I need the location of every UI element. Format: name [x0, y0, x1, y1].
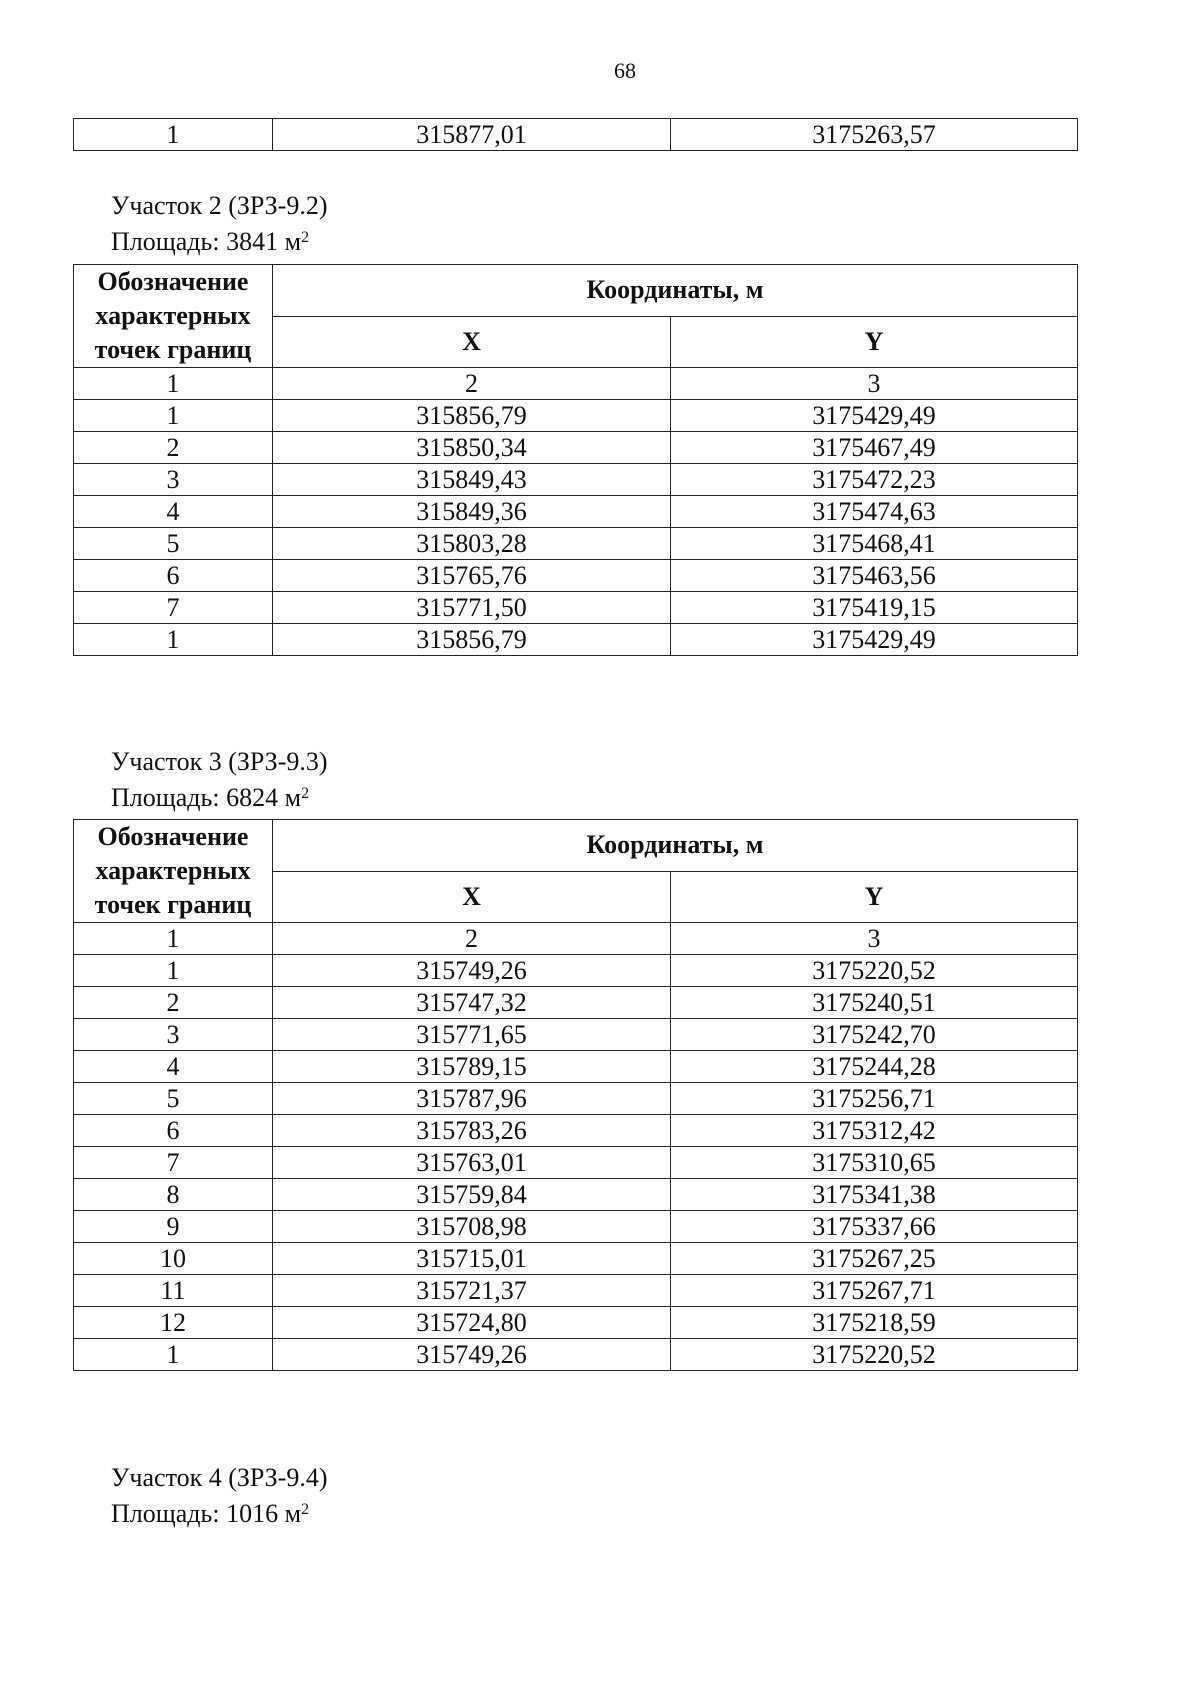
table-row: [74, 528, 1078, 560]
x-coordinate-cell: 315771,65: [273, 1019, 671, 1051]
point-number-cell: 7: [74, 1147, 273, 1179]
coordinates-table-body: [74, 923, 1078, 1371]
y-coordinate-cell: 3: [671, 368, 1078, 400]
y-coordinate-cell: 3175429,49: [671, 400, 1078, 432]
point-number-cell: 8: [74, 1179, 273, 1211]
point-number-cell: 4: [74, 496, 273, 528]
x-coordinate-cell: 315749,26: [273, 955, 671, 987]
point-number-cell: 10: [74, 1243, 273, 1275]
area-label: Площадь: 6824 м: [111, 783, 302, 812]
table-row: [74, 400, 1078, 432]
y-header: Y: [671, 316, 1078, 368]
point-number-cell: 1: [74, 400, 273, 432]
table-row: [74, 496, 1078, 528]
section-title: Участок 2 (ЗРЗ-9.2): [111, 191, 328, 220]
table-row: [74, 1019, 1078, 1051]
section-heading: [111, 744, 328, 816]
coordinates-table-header: [74, 820, 1078, 923]
table-row: [74, 624, 1078, 656]
section-area: [111, 1496, 328, 1532]
section-title: Участок 3 (ЗРЗ-9.3): [111, 747, 328, 776]
y-coordinate-cell: 3175267,71: [671, 1275, 1078, 1307]
y-coordinate-cell: 3175341,38: [671, 1179, 1078, 1211]
designation-header: Обозначение характерных точек границ: [74, 820, 273, 923]
table-row: [74, 1115, 1078, 1147]
x-coordinate-cell: 315749,26: [273, 1339, 671, 1371]
page-number: 68: [614, 58, 636, 83]
table-row: [74, 119, 1078, 151]
point-number-cell: 9: [74, 1211, 273, 1243]
point-number-cell: 2: [74, 987, 273, 1019]
x-coordinate-cell: 315849,43: [273, 464, 671, 496]
point-number-cell: 1: [74, 923, 273, 955]
section-area: [111, 780, 328, 816]
point-number-cell: 3: [74, 464, 273, 496]
x-coordinate-cell: 315877,01: [273, 119, 671, 151]
y-coordinate-cell: 3175310,65: [671, 1147, 1078, 1179]
area-unit-superscript: 2: [301, 785, 310, 802]
area-unit-superscript: 2: [301, 229, 310, 246]
coordinates-header: Координаты, м: [273, 820, 1078, 872]
y-coordinate-cell: 3175467,49: [671, 432, 1078, 464]
y-coordinate-cell: 3175429,49: [671, 624, 1078, 656]
table-row: [74, 432, 1078, 464]
x-coordinate-cell: 315747,32: [273, 987, 671, 1019]
y-coordinate-cell: 3175263,57: [671, 119, 1078, 151]
y-coordinate-cell: 3175337,66: [671, 1211, 1078, 1243]
y-coordinate-cell: 3: [671, 923, 1078, 955]
point-number-cell: 5: [74, 1083, 273, 1115]
designation-header: Обозначение характерных точек границ: [74, 265, 273, 368]
x-coordinate-cell: 315789,15: [273, 1051, 671, 1083]
y-coordinate-cell: 3175220,52: [671, 1339, 1078, 1371]
table-row: [74, 560, 1078, 592]
x-coordinate-cell: 315856,79: [273, 624, 671, 656]
x-coordinate-cell: 2: [273, 923, 671, 955]
area-unit-superscript: 2: [301, 1501, 310, 1518]
point-number-cell: 6: [74, 560, 273, 592]
table-row: [74, 1147, 1078, 1179]
point-number-cell: 5: [74, 528, 273, 560]
table-row: [74, 1307, 1078, 1339]
table-row: [74, 1211, 1078, 1243]
y-coordinate-cell: 3175267,25: [671, 1243, 1078, 1275]
x-coordinate-cell: 315763,01: [273, 1147, 671, 1179]
column-number-row: [74, 368, 1078, 400]
table-row: [74, 987, 1078, 1019]
table-row: [74, 592, 1078, 624]
x-header: X: [273, 316, 671, 368]
x-coordinate-cell: 315803,28: [273, 528, 671, 560]
point-number-cell: 4: [74, 1051, 273, 1083]
y-coordinate-cell: 3175242,70: [671, 1019, 1078, 1051]
point-number-cell: 12: [74, 1307, 273, 1339]
y-header: Y: [671, 871, 1078, 923]
x-coordinate-cell: 315787,96: [273, 1083, 671, 1115]
point-number-cell: 3: [74, 1019, 273, 1051]
y-coordinate-cell: 3175240,51: [671, 987, 1078, 1019]
y-coordinate-cell: 3175468,41: [671, 528, 1078, 560]
x-coordinate-cell: 315771,50: [273, 592, 671, 624]
x-coordinate-cell: 315721,37: [273, 1275, 671, 1307]
x-coordinate-cell: 315724,80: [273, 1307, 671, 1339]
y-coordinate-cell: 3175463,56: [671, 560, 1078, 592]
y-coordinate-cell: 3175218,59: [671, 1307, 1078, 1339]
y-coordinate-cell: 3175472,23: [671, 464, 1078, 496]
y-coordinate-cell: 3175474,63: [671, 496, 1078, 528]
x-coordinate-cell: 315765,76: [273, 560, 671, 592]
continuation-table: [73, 118, 1078, 151]
table-row: [74, 1179, 1078, 1211]
point-number-cell: 11: [74, 1275, 273, 1307]
section-heading: [111, 1460, 328, 1532]
y-coordinate-cell: 3175244,28: [671, 1051, 1078, 1083]
x-coordinate-cell: 315850,34: [273, 432, 671, 464]
x-coordinate-cell: 315856,79: [273, 400, 671, 432]
point-number-cell: 1: [74, 119, 273, 151]
point-number-cell: 7: [74, 592, 273, 624]
table-row: [74, 1339, 1078, 1371]
point-number-cell: 1: [74, 624, 273, 656]
y-coordinate-cell: 3175220,52: [671, 955, 1078, 987]
coordinates-table: [73, 819, 1078, 1371]
point-number-cell: 2: [74, 432, 273, 464]
section-area: [111, 224, 328, 260]
area-label: Площадь: 3841 м: [111, 227, 302, 256]
y-coordinate-cell: 3175312,42: [671, 1115, 1078, 1147]
table-row: [74, 1243, 1078, 1275]
table-row: [74, 955, 1078, 987]
x-coordinate-cell: 315715,01: [273, 1243, 671, 1275]
coordinates-table-body: [74, 368, 1078, 656]
coordinates-table-header: [74, 265, 1078, 368]
point-number-cell: 6: [74, 1115, 273, 1147]
x-coordinate-cell: 2: [273, 368, 671, 400]
x-coordinate-cell: 315783,26: [273, 1115, 671, 1147]
table-row: [74, 464, 1078, 496]
x-coordinate-cell: 315849,36: [273, 496, 671, 528]
x-header: X: [273, 871, 671, 923]
table-row: [74, 1275, 1078, 1307]
x-coordinate-cell: 315759,84: [273, 1179, 671, 1211]
point-number-cell: 1: [74, 1339, 273, 1371]
section-heading: [111, 188, 328, 260]
section-title: Участок 4 (ЗРЗ-9.4): [111, 1463, 328, 1492]
continuation-table-body: [74, 119, 1078, 151]
point-number-cell: 1: [74, 955, 273, 987]
y-coordinate-cell: 3175419,15: [671, 592, 1078, 624]
area-label: Площадь: 1016 м: [111, 1499, 302, 1528]
x-coordinate-cell: 315708,98: [273, 1211, 671, 1243]
column-number-row: [74, 923, 1078, 955]
y-coordinate-cell: 3175256,71: [671, 1083, 1078, 1115]
table-row: [74, 1051, 1078, 1083]
table-row: [74, 1083, 1078, 1115]
coordinates-header: Координаты, м: [273, 265, 1078, 317]
point-number-cell: 1: [74, 368, 273, 400]
coordinates-table: [73, 264, 1078, 656]
